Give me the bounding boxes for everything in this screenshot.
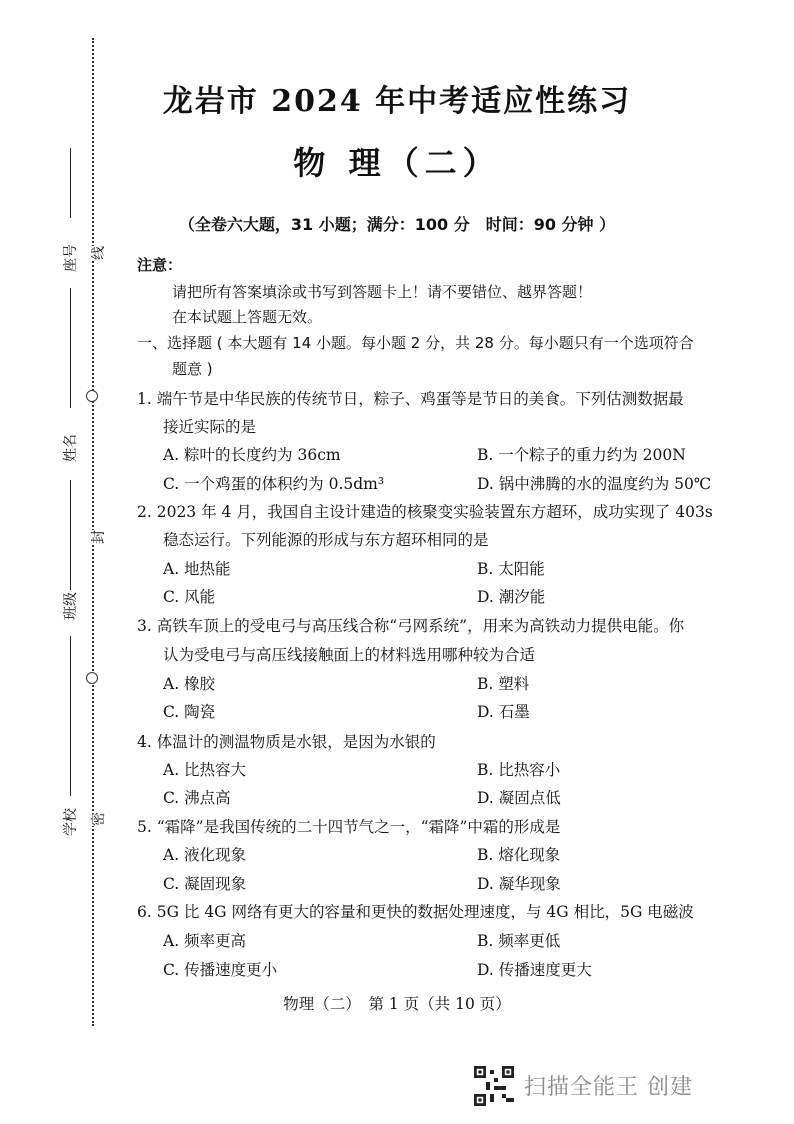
question-stem: 1. 端午节是中华民族的传统节日，粽子、鸡蛋等是节日的美食。下列估测数据最 — [137, 390, 684, 408]
name-label: 姓名 — [63, 434, 79, 462]
name-underline — [70, 288, 71, 408]
page-footer: 物理（二） 第 1 页（共 10 页） — [283, 995, 511, 1013]
section-heading-cont: 题意 ) — [172, 360, 213, 378]
qr-code-icon — [474, 1066, 514, 1106]
school-label: 学校 — [63, 808, 79, 836]
question-stem: 6. 5G 比 4G 网络有更大的容量和更快的数据处理速度，与 4G 相比，5G 电磁波 — [137, 903, 694, 921]
option-b: B. 一个粽子的重力约为 200N — [477, 446, 686, 464]
option-c: C. 风能 — [163, 588, 216, 606]
option-c: C. 凝固现象 — [163, 875, 247, 893]
option-b: B. 熔化现象 — [477, 846, 561, 864]
option-d: D. 凝华现象 — [477, 875, 561, 893]
option-a: A. 液化现象 — [163, 846, 247, 864]
option-b: B. 太阳能 — [477, 560, 545, 578]
exam-info: （全卷六大题，31 小题；满分：100 分 时间：90 分钟 ） — [178, 215, 616, 234]
option-a: A. 比热容大 — [163, 761, 247, 779]
exam-title: 龙岩市 2024 年中考适应性练习 — [162, 84, 632, 119]
option-b: B. 塑料 — [477, 675, 530, 693]
binding-hole — [86, 390, 98, 402]
option-c: C. 沸点高 — [163, 789, 231, 807]
notice-line: 请把所有答案填涂或书写到答题卡上！请不要错位、越界答题！ — [172, 283, 593, 301]
option-c: C. 传播速度更小 — [163, 961, 278, 979]
question-stem-cont: 接近实际的是 — [163, 418, 257, 436]
option-a: A. 粽叶的长度约为 36cm — [163, 446, 341, 464]
scanner-watermark: 扫描全能王 创建 — [524, 1075, 693, 1100]
binding-hole — [86, 672, 98, 684]
school-underline — [70, 636, 71, 796]
question-stem: 2. 2023 年 4 月，我国自主设计建造的核聚变实验装置东方超环，成功实现了 403s — [137, 503, 713, 521]
option-d: D. 锅中沸腾的水的温度约为 50℃ — [477, 475, 712, 493]
option-d: D. 潮汐能 — [477, 588, 546, 606]
seal-mark-mi: 密 — [88, 812, 108, 826]
option-c: C. 陶瓷 — [163, 703, 216, 721]
seal-mark-feng: 封 — [88, 530, 108, 544]
question-stem-cont: 认为受电弓与高压线接触面上的材料选用哪种较为合适 — [163, 646, 536, 664]
option-d: D. 石墨 — [477, 703, 530, 721]
notice-heading: 注意： — [137, 256, 183, 274]
class-label: 班级 — [63, 592, 79, 620]
option-b: B. 比热容小 — [477, 761, 561, 779]
seal-mark-xian: 线 — [88, 246, 108, 260]
question-stem: 3. 高铁车顶上的受电弓与高压线合称“弓网系统”，用来为高铁动力提供电能。你 — [137, 617, 685, 635]
option-a: A. 橡胶 — [163, 675, 216, 693]
option-d: D. 传播速度更大 — [477, 961, 592, 979]
notice-line: 在本试题上答题无效。 — [172, 308, 323, 326]
option-a: A. 频率更高 — [163, 932, 247, 950]
option-d: D. 凝固点低 — [477, 789, 561, 807]
question-stem-cont: 稳态运行。下列能源的形成与东方超环相同的是 — [163, 531, 489, 549]
option-c: C. 一个鸡蛋的体积约为 0.5dm³ — [163, 475, 385, 493]
option-a: A. 地热能 — [163, 560, 231, 578]
subject-title: 物 理（二） — [293, 144, 501, 182]
option-b: B. 频率更低 — [477, 932, 561, 950]
section-heading: 一、选择题 ( 本大题有 14 小题。每小题 2 分，共 28 分。每小题只有一个选项符合 — [137, 334, 694, 352]
class-underline — [70, 480, 71, 590]
seat-label: 座号 — [63, 244, 79, 272]
question-stem: 4. 体温计的测温物质是水银，是因为水银的 — [137, 733, 436, 751]
question-stem: 5. “霜降”是我国传统的二十四节气之一，“霜降”中霜的形成是 — [137, 818, 561, 836]
